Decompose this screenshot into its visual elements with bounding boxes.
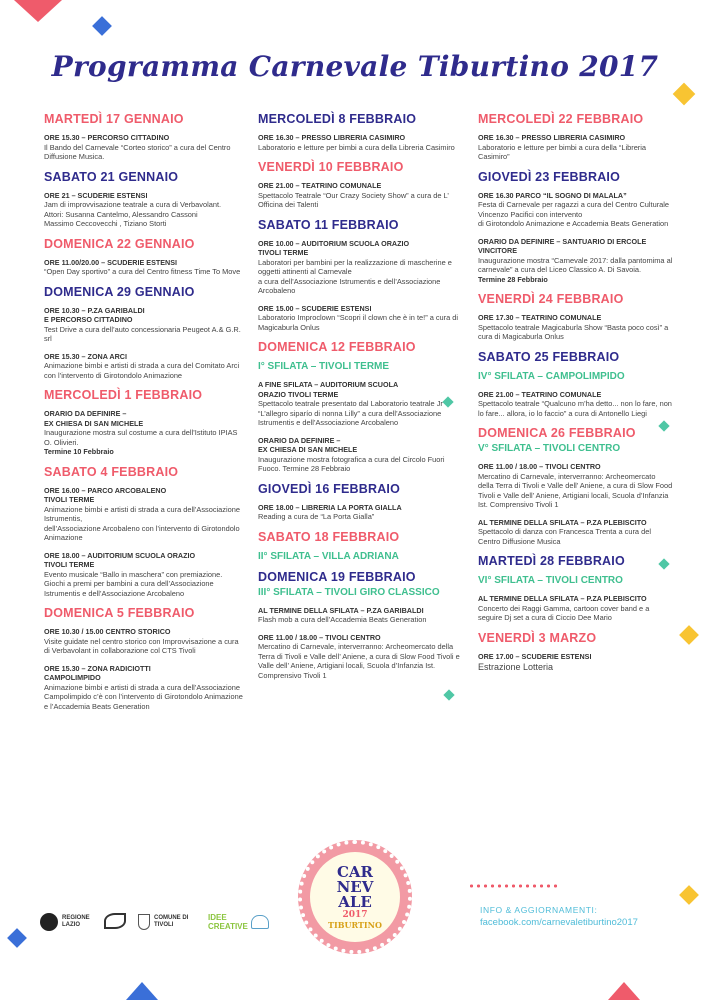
event-header: ORE 16.30 – PRESSO LIBRERIA CASIMIRO [258, 133, 406, 142]
event-item [478, 594, 673, 623]
blue-diamond-decoration [92, 16, 112, 36]
event-header: ORARIO DA DEFINIRE – EX CHIESA DI SAN MICHELE [44, 409, 144, 428]
event-note: Termine 28 Febbraio [478, 274, 548, 284]
sponsor-logos [40, 905, 280, 945]
event-body: Spettacolo teatrale “Qualcuno m’ha detto... non lo fare, non lo fare... allora, io lo faccio” a cura di Antonello Liegi [478, 399, 672, 418]
idee-creative-logo [208, 905, 269, 939]
event-item [258, 304, 463, 333]
event-body: Mercatino di Carnevale, interverranno: Archeomercato della Terra di Tivoli e Valle dell’ Aniene, a cura di Slow Food Tivoli e Valle dell’ Aniene, Artigiani locali, Scuola d’Infanzia Ist. Comprensivo Tivoli 1 [258, 642, 460, 680]
event-body: Spettacolo teatrale Magicaburla Show “Basta poco così” a cura di Magicaburla Onlus [478, 322, 669, 341]
event-item [44, 627, 244, 656]
event-header: ORE 21.00 – TEATRINO COMUNALE [478, 389, 602, 399]
event-item [258, 239, 463, 296]
facebook-link[interactable]: facebook.com/carnevaletiburtino2017 [480, 917, 638, 928]
event-header: ORE 15.30 – ZONA ARCI [44, 351, 127, 361]
day-heading: SABATO 21 GENNAIO [44, 169, 179, 184]
yellow-diamond-decoration [679, 625, 699, 645]
event-header: ORE 21.00 – TEATRINO COMUNALE [258, 181, 382, 190]
event-header: A FINE SFILATA – AUDITORIUM SCUOLA ORAZIO TIVOLI TERME [258, 380, 399, 399]
day-heading: MERCOLEDÌ 8 FEBBRAIO [258, 112, 417, 126]
event-item [478, 313, 673, 342]
event-body: Il Bando del Carnevale “Corteo storico” a cura del Centro Diffusione Musica. [44, 142, 231, 161]
event-item [478, 133, 673, 162]
event-header: ORE 10.00 – AUDITORIUM SCUOLA ORAZIO TIVOLI TERME [258, 238, 410, 257]
event-item [478, 237, 673, 285]
event-header: ORE 17.30 – TEATRINO COMUNALE [478, 313, 602, 322]
day-heading: MERCOLEDÌ 1 FEBBRAIO [44, 388, 203, 402]
event-body: Jam di improvvisazione teatrale a cura di Verbavolant. Attori: Susanna Cantelmo, Alessandro Cassoni Massimo Ceccovecchi , Tiziano Storti [44, 200, 222, 228]
event-body: Animazione bimbi e artisti di strada a cura dell’Associazione Istrumentis, dell’Associazione Arcobaleno con l’intervento di Girotondolo Animazione [44, 504, 240, 542]
event-header: ORE 15.30 – ZONA RADICIOTTI CAMPOLIMPIDO [44, 663, 151, 682]
event-body: Spettacolo Teatrale “Our Crazy Society Show” a cura de L’ Officina dei Talenti [258, 190, 449, 209]
event-header: ORE 15.30 – PERCORSO CITTADINO [44, 133, 170, 142]
event-header: ORE 15.00 – SCUDERIE ESTENSI [258, 303, 372, 313]
event-header: AL TERMINE DELLA SFILATA – P.ZA GARIBALDI [258, 605, 424, 615]
regione-lazio-label: REGIONE LAZIO [62, 915, 90, 928]
info-title: INFO & AGGIORNAMENTI: [480, 905, 598, 915]
event-body: Laboratorio e letture per bimbi a cura della Libreria Casimiro [258, 142, 455, 152]
day-heading: MARTEDÌ 17 GENNAIO [44, 112, 184, 126]
event-item [44, 551, 244, 599]
info-block [480, 905, 700, 928]
event-body: Inaugurazione mostra fotografica a cura del Circolo Fuori Fuoco. Termine 28 Febbraio [258, 454, 445, 473]
event-item [478, 191, 673, 229]
event-item [258, 436, 463, 474]
parade-heading: I° SFILATA – TIVOLI TERME [258, 361, 390, 372]
lazio-emblem-icon [40, 913, 58, 931]
event-body: Mercatino di Carnevale, interverranno: Archeomercato della Terra di Tivoli e Valle dell’ Aniene, a cura di Slow Food Tivoli e Valle dell’ Aniene, Artigiani locali, Scuola d’Infanzia Ist. Comprensivo Tivoli 1 [478, 471, 673, 509]
yellow-diamond-decoration [679, 885, 699, 905]
event-header: AL TERMINE DELLA SFILATA – P.ZA PLEBISCITO [478, 517, 647, 527]
green-diamond-decoration [443, 689, 454, 700]
schedule-column-3 [478, 112, 673, 681]
event-header: ORE 16.30 – PRESSO LIBRERIA CASIMIRO [478, 133, 626, 142]
swirl-icon [104, 913, 126, 929]
parade-heading: III° SFILATA – TIVOLI GIRO CLASSICO [258, 586, 440, 598]
event-body: Concerto dei Raggi Gamma, cartoon cover band e a seguire Dj set a cura di Ciccio Dee Mario [478, 603, 650, 622]
event-body: Reading a cura de “La Porta Gialla” [258, 512, 375, 521]
day-heading: GIOVEDÌ 16 FEBBRAIO [258, 481, 401, 496]
event-body: “Open Day sportivo” a cura del Centro fitness Time To Move [44, 267, 241, 276]
event-item [44, 664, 244, 712]
event-item [258, 380, 463, 428]
day-heading: DOMENICA 22 GENNAIO [44, 236, 195, 251]
event-item [478, 518, 673, 547]
event-body: Spettacolo teatrale presentato dal Laboratorio teatrale Jr “L’allegro siparío di nonna Lilly” a cura dell’Associazione Istrumentis e dell’Associazione Arcobaleno [258, 399, 443, 427]
event-body: Evento musicale “Ballo in maschera” con premiazione. Giochi a premi per bambini a cura dell’Associazione Istrumentis e dell’Associazione Arcobaleno [44, 569, 223, 598]
event-header: ORARIO DA DEFINIRE – SANTUARIO DI ERCOLE VINCITORE [478, 236, 647, 255]
event-header: ORE 16.00 – PARCO ARCOBALENO TIVOLI TERME [44, 485, 167, 504]
day-heading: SABATO 18 FEBBRAIO [258, 529, 400, 544]
parade-heading: IV° SFILATA – CAMPOLIMPIDO [478, 370, 625, 382]
event-body: Visite guidate nel centro storico con Improvvisazione a cura di Verbavolant in collaborazione col CTS Tivoli [44, 636, 239, 655]
day-heading: GIOVEDÌ 23 FEBBRAIO [478, 169, 621, 184]
event-header: AL TERMINE DELLA SFILATA – P.ZA PLEBISCITO [478, 594, 647, 603]
carnevale-badge [310, 852, 400, 942]
comune-tivoli-logo [138, 905, 188, 939]
day-heading: VENERDÌ 3 MARZO [478, 630, 597, 645]
event-header: ORE 11.00/20.00 – SCUDERIE ESTENSI [44, 257, 178, 267]
event-item [44, 258, 244, 277]
event-body: Animazione bimbi e artisti di strada a cura dell’Associazione Campolimpido c’è con l’intervento di Girotondolo Animazione e l’Accademia Beats Generation [44, 682, 243, 711]
event-item [258, 133, 463, 152]
event-header: ORE 10.30 / 15.00 CENTRO STORICO [44, 627, 171, 636]
event-header: ORE 11.00 / 18.00 – TIVOLI CENTRO [258, 632, 381, 642]
day-heading: VENERDÌ 24 FEBBRAIO [478, 292, 624, 306]
day-heading: MERCOLEDÌ 22 FEBBRAIO [478, 112, 644, 126]
bottom-triangle-decoration [608, 982, 640, 1000]
event-body: Spettacolo di danza con Francesca Trenta a cura del Centro Diffusione Musica [478, 527, 651, 546]
event-item [258, 181, 463, 210]
event-item [44, 486, 244, 543]
event-header: ORE 18.00 – LIBRERIA LA PORTA GIALLA [258, 502, 402, 512]
event-header: ORE 21 – SCUDERIE ESTENSI [44, 190, 148, 200]
event-item [44, 409, 244, 457]
day-heading: SABATO 4 FEBBRAIO [44, 464, 179, 479]
event-item [478, 462, 673, 510]
badge-text-line: CAR [336, 862, 374, 881]
dotted-line-decoration [468, 884, 558, 888]
parade-heading: VI° SFILATA – TIVOLI CENTRO [478, 575, 623, 586]
bottom-triangle-decoration [126, 982, 158, 1000]
elephant-icon [251, 915, 269, 929]
page-title: Programma Carnevale Tiburtino 2017 [51, 50, 659, 83]
day-heading: DOMENICA 29 GENNAIO [44, 284, 195, 299]
event-header: ORE 17.00 – SCUDERIE ESTENSI [478, 651, 592, 661]
event-item [44, 191, 244, 229]
event-item [258, 503, 463, 522]
event-body: Laboratorio Improclown “Scopri il clown che è in te!” a cura di Magicaburla Onlus [258, 313, 459, 332]
event-item [258, 606, 463, 625]
schedule-column-2 [258, 112, 463, 688]
regione-lazio-logo [40, 905, 90, 939]
day-heading: DOMENICA 12 FEBBRAIO [258, 340, 416, 354]
event-header: ORE 18.00 – AUDITORIUM SCUOLA ORAZIO TIVOLI TERME [44, 550, 196, 569]
event-body: Laboratorio e letture per bimbi a cura della “Libreria Casimiro” [478, 142, 647, 161]
event-item [478, 652, 673, 674]
event-note: Termine 10 Febbraio [44, 447, 114, 456]
idee-creative-label: IDEE CREATIVE [208, 913, 248, 931]
event-item [44, 352, 244, 381]
event-header: ORARIO DA DEFINIRE – EX CHIESA DI SAN MICHELE [258, 435, 358, 454]
event-body: Inaugurazione mostra “Carnevale 2017: dalla pantomima al carnevale” a cura del Liceo Classico A. Di Savoia. [478, 255, 673, 274]
event-item [44, 133, 244, 162]
day-heading: DOMENICA 26 FEBBRAIO [478, 426, 636, 440]
day-heading: SABATO 11 FEBBRAIO [258, 217, 399, 232]
event-body: Test Drive a cura dell’auto concessionaria Peugeot A.& G.R. srl [44, 324, 241, 343]
yellow-diamond-decoration [673, 83, 696, 106]
day-heading: SABATO 25 FEBBRAIO [478, 349, 620, 364]
event-body: Estrazione Lotteria [478, 662, 554, 672]
day-heading: DOMENICA 19 FEBBRAIO [258, 569, 416, 584]
blue-diamond-decoration [7, 928, 27, 948]
event-header: ORE 11.00 / 18.00 – TIVOLI CENTRO [478, 462, 601, 471]
event-body: Flash mob a cura dell’Accademia Beats Generation [258, 615, 427, 624]
parade-heading: V° SFILATA – TIVOLI CENTRO [478, 443, 621, 454]
event-header: ORE 10.30 – P.ZA GARIBALDI E PERCORSO CITTADINO [44, 305, 145, 324]
event-body: Laboratori per bambini per la realizzazione di mascherine e oggetti attinenti al Carnevale a cura dell’Associazione Istrumentis e dell’Associazione Arcobaleno [258, 257, 452, 295]
event-item [44, 306, 244, 344]
day-heading: VENERDÌ 10 FEBBRAIO [258, 160, 404, 174]
event-body: Festa di Carnevale per ragazzi a cura del Centro Culturale Vincenzo Pacifici con intervento di Girotondolo Animazione e Accademia Beats Generation [478, 200, 670, 228]
day-heading: DOMENICA 5 FEBBRAIO [44, 606, 195, 620]
corner-triangle-decoration [14, 0, 62, 22]
event-body: Animazione bimbi e artisti di strada a cura del Comitato Arci con l’intervento di Girotondolo Animazione [44, 361, 240, 380]
schedule-column-1 [44, 112, 244, 719]
event-item [258, 633, 463, 681]
tivoli-crest-icon [138, 914, 150, 930]
badge-year: 2017 [342, 909, 368, 920]
badge-text-line: ALE [338, 892, 372, 911]
comune-tivoli-label: COMUNE DI TIVOLI [154, 915, 189, 928]
event-item [478, 390, 673, 419]
badge-text-line: NEV [336, 877, 374, 896]
event-header: ORE 16.30 PARCO “IL SOGNO DI MALALA” [478, 190, 627, 200]
badge-city: TIBURTINO [328, 919, 382, 930]
day-heading: MARTEDÌ 28 FEBBRAIO [478, 554, 625, 568]
event-body: Inaugurazione mostra sul costume a cura dell’Istituto IPIAS O. Olivieri. [44, 428, 238, 447]
parade-heading: II° SFILATA – VILLA ADRIANA [258, 550, 399, 562]
